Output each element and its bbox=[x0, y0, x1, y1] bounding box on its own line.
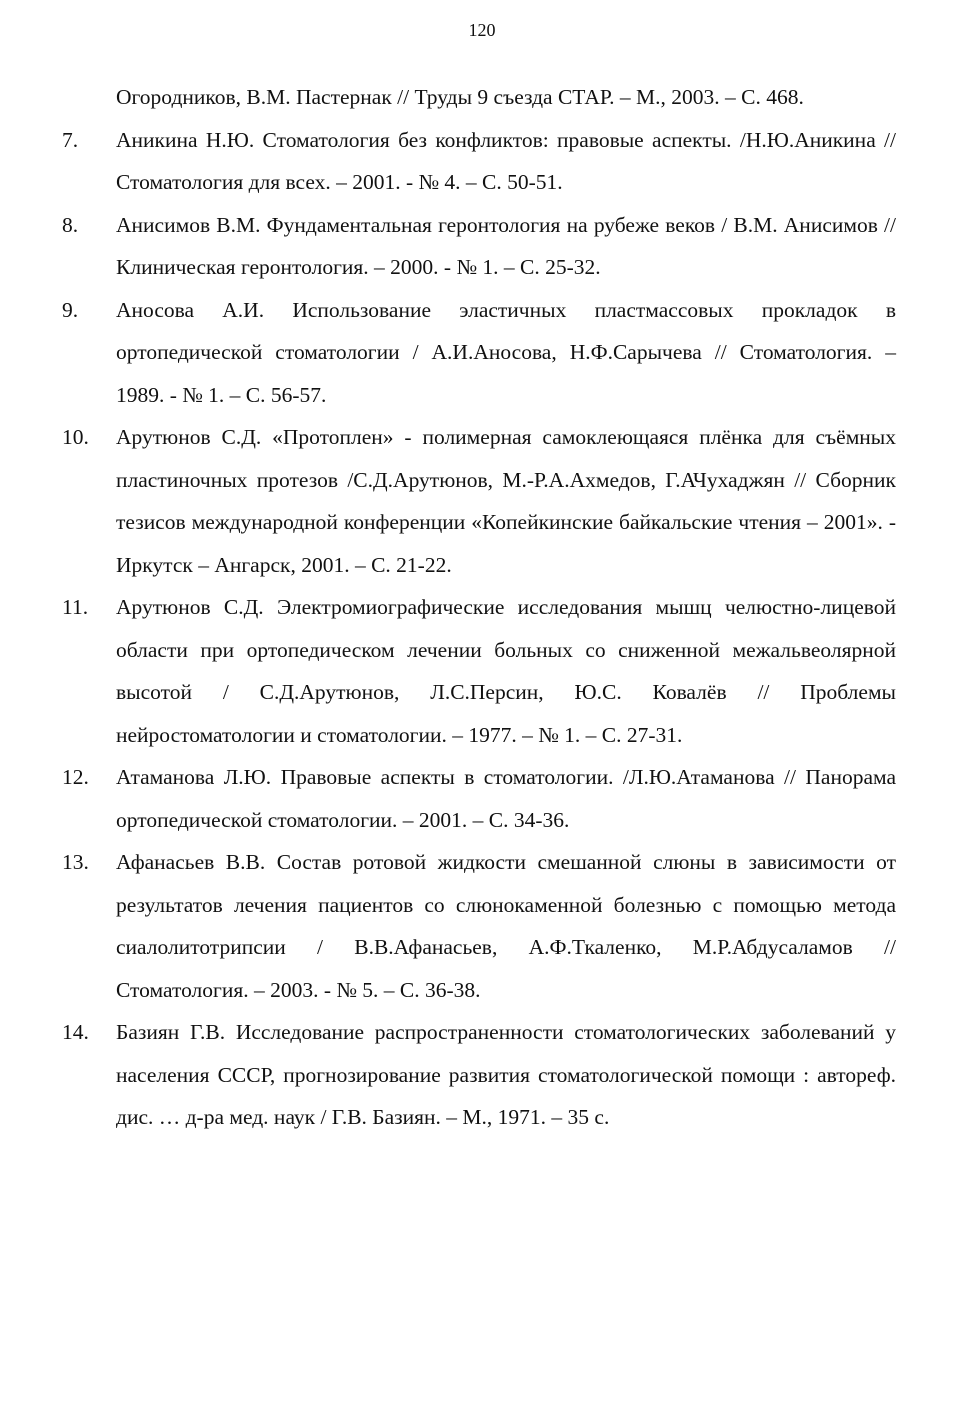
reference-item bbox=[62, 1011, 896, 1139]
reference-item bbox=[62, 756, 896, 841]
page-number: 120 bbox=[468, 20, 496, 40]
reference-item bbox=[62, 416, 896, 586]
reference-number: 13. bbox=[62, 850, 89, 874]
reference-number: 9. bbox=[62, 297, 79, 322]
reference-item bbox=[62, 841, 896, 1011]
reference-text: Анисимов В.М. Фундаментальная геронтология на рубеже веков / В.М. Анисимов // Клиническая геронтология. – 2000. - № 1. – С. 25-32. bbox=[116, 212, 896, 279]
reference-number: 14. bbox=[62, 1020, 89, 1044]
reference-number: 8. bbox=[62, 212, 79, 237]
reference-text: Атаманова Л.Ю. Правовые аспекты в стоматологии. /Л.Ю.Атаманова // Панорама ортопедической стоматологии. – 2001. – С. 34-36. bbox=[116, 765, 896, 832]
reference-item bbox=[62, 119, 896, 204]
reference-text: Аникина Н.Ю. Стоматология без конфликтов: правовые аспекты. /Н.Ю.Аникина // Стоматология для всех. – 2001. - № 4. – С. 50-51. bbox=[116, 127, 896, 194]
reference-list bbox=[62, 76, 896, 1139]
reference-number: 7. bbox=[62, 127, 79, 152]
reference-item bbox=[62, 76, 896, 119]
reference-number: 11. bbox=[62, 595, 89, 619]
reference-text: Афанасьев В.В. Состав ротовой жидкости смешанной слюны в зависимости от результатов лечения пациентов со слюнокаменной болезнью с помощью метода сиалолитотрипсии / В.В.Афанасьев, А.Ф.Ткаленко, М.Р.Абдусаламов // Стоматология. – 2003. - № 5. – С. 36-38. bbox=[116, 850, 896, 1002]
reference-text: Арутюнов С.Д. Электромиографические исследования мышц челюстно-лицевой области при ортопедическом лечении больных со сниженной межальвеолярной высотой / С.Д.Арутюнов, Л.С.Персин, Ю.С. Ковалёв // Проблемы нейростоматологии и стоматологии. – 1977. – № 1. – С. 27-31. bbox=[116, 595, 896, 747]
reference-item bbox=[62, 586, 896, 756]
reference-text: Аносова А.И. Использование эластичных пластмассовых прокладок в ортопедической стоматологии / А.И.Аносова, Н.Ф.Сарычева // Стоматология. – 1989. - № 1. – С. 56-57. bbox=[116, 297, 896, 407]
reference-text: Огородников, В.М. Пастернак // Труды 9 съезда СТАР. – М., 2003. – С. 468. bbox=[116, 85, 804, 109]
reference-text: Базиян Г.В. Исследование распространенности стоматологических заболеваний у населения СССР, прогнозирование развития стоматологической помощи : автореф. дис. … д-ра мед. наук / Г.В. Базиян. – М., 1971. – 35 с. bbox=[116, 1020, 896, 1129]
reference-item bbox=[62, 204, 896, 289]
reference-text: Арутюнов С.Д. «Протоплен» - полимерная самоклеющаяся плёнка для съёмных пластиночных протезов /С.Д.Арутюнов, М.-Р.А.Ахмедов, Г.АЧухаджян // Сборник тезисов международной конференции «Копейкинские байкальские чтения – 2001». - Иркутск – Ангарск, 2001. – С. 21-22. bbox=[116, 425, 896, 577]
reference-item bbox=[62, 289, 896, 417]
reference-number: 10. bbox=[62, 425, 89, 449]
reference-number: 12. bbox=[62, 765, 89, 789]
